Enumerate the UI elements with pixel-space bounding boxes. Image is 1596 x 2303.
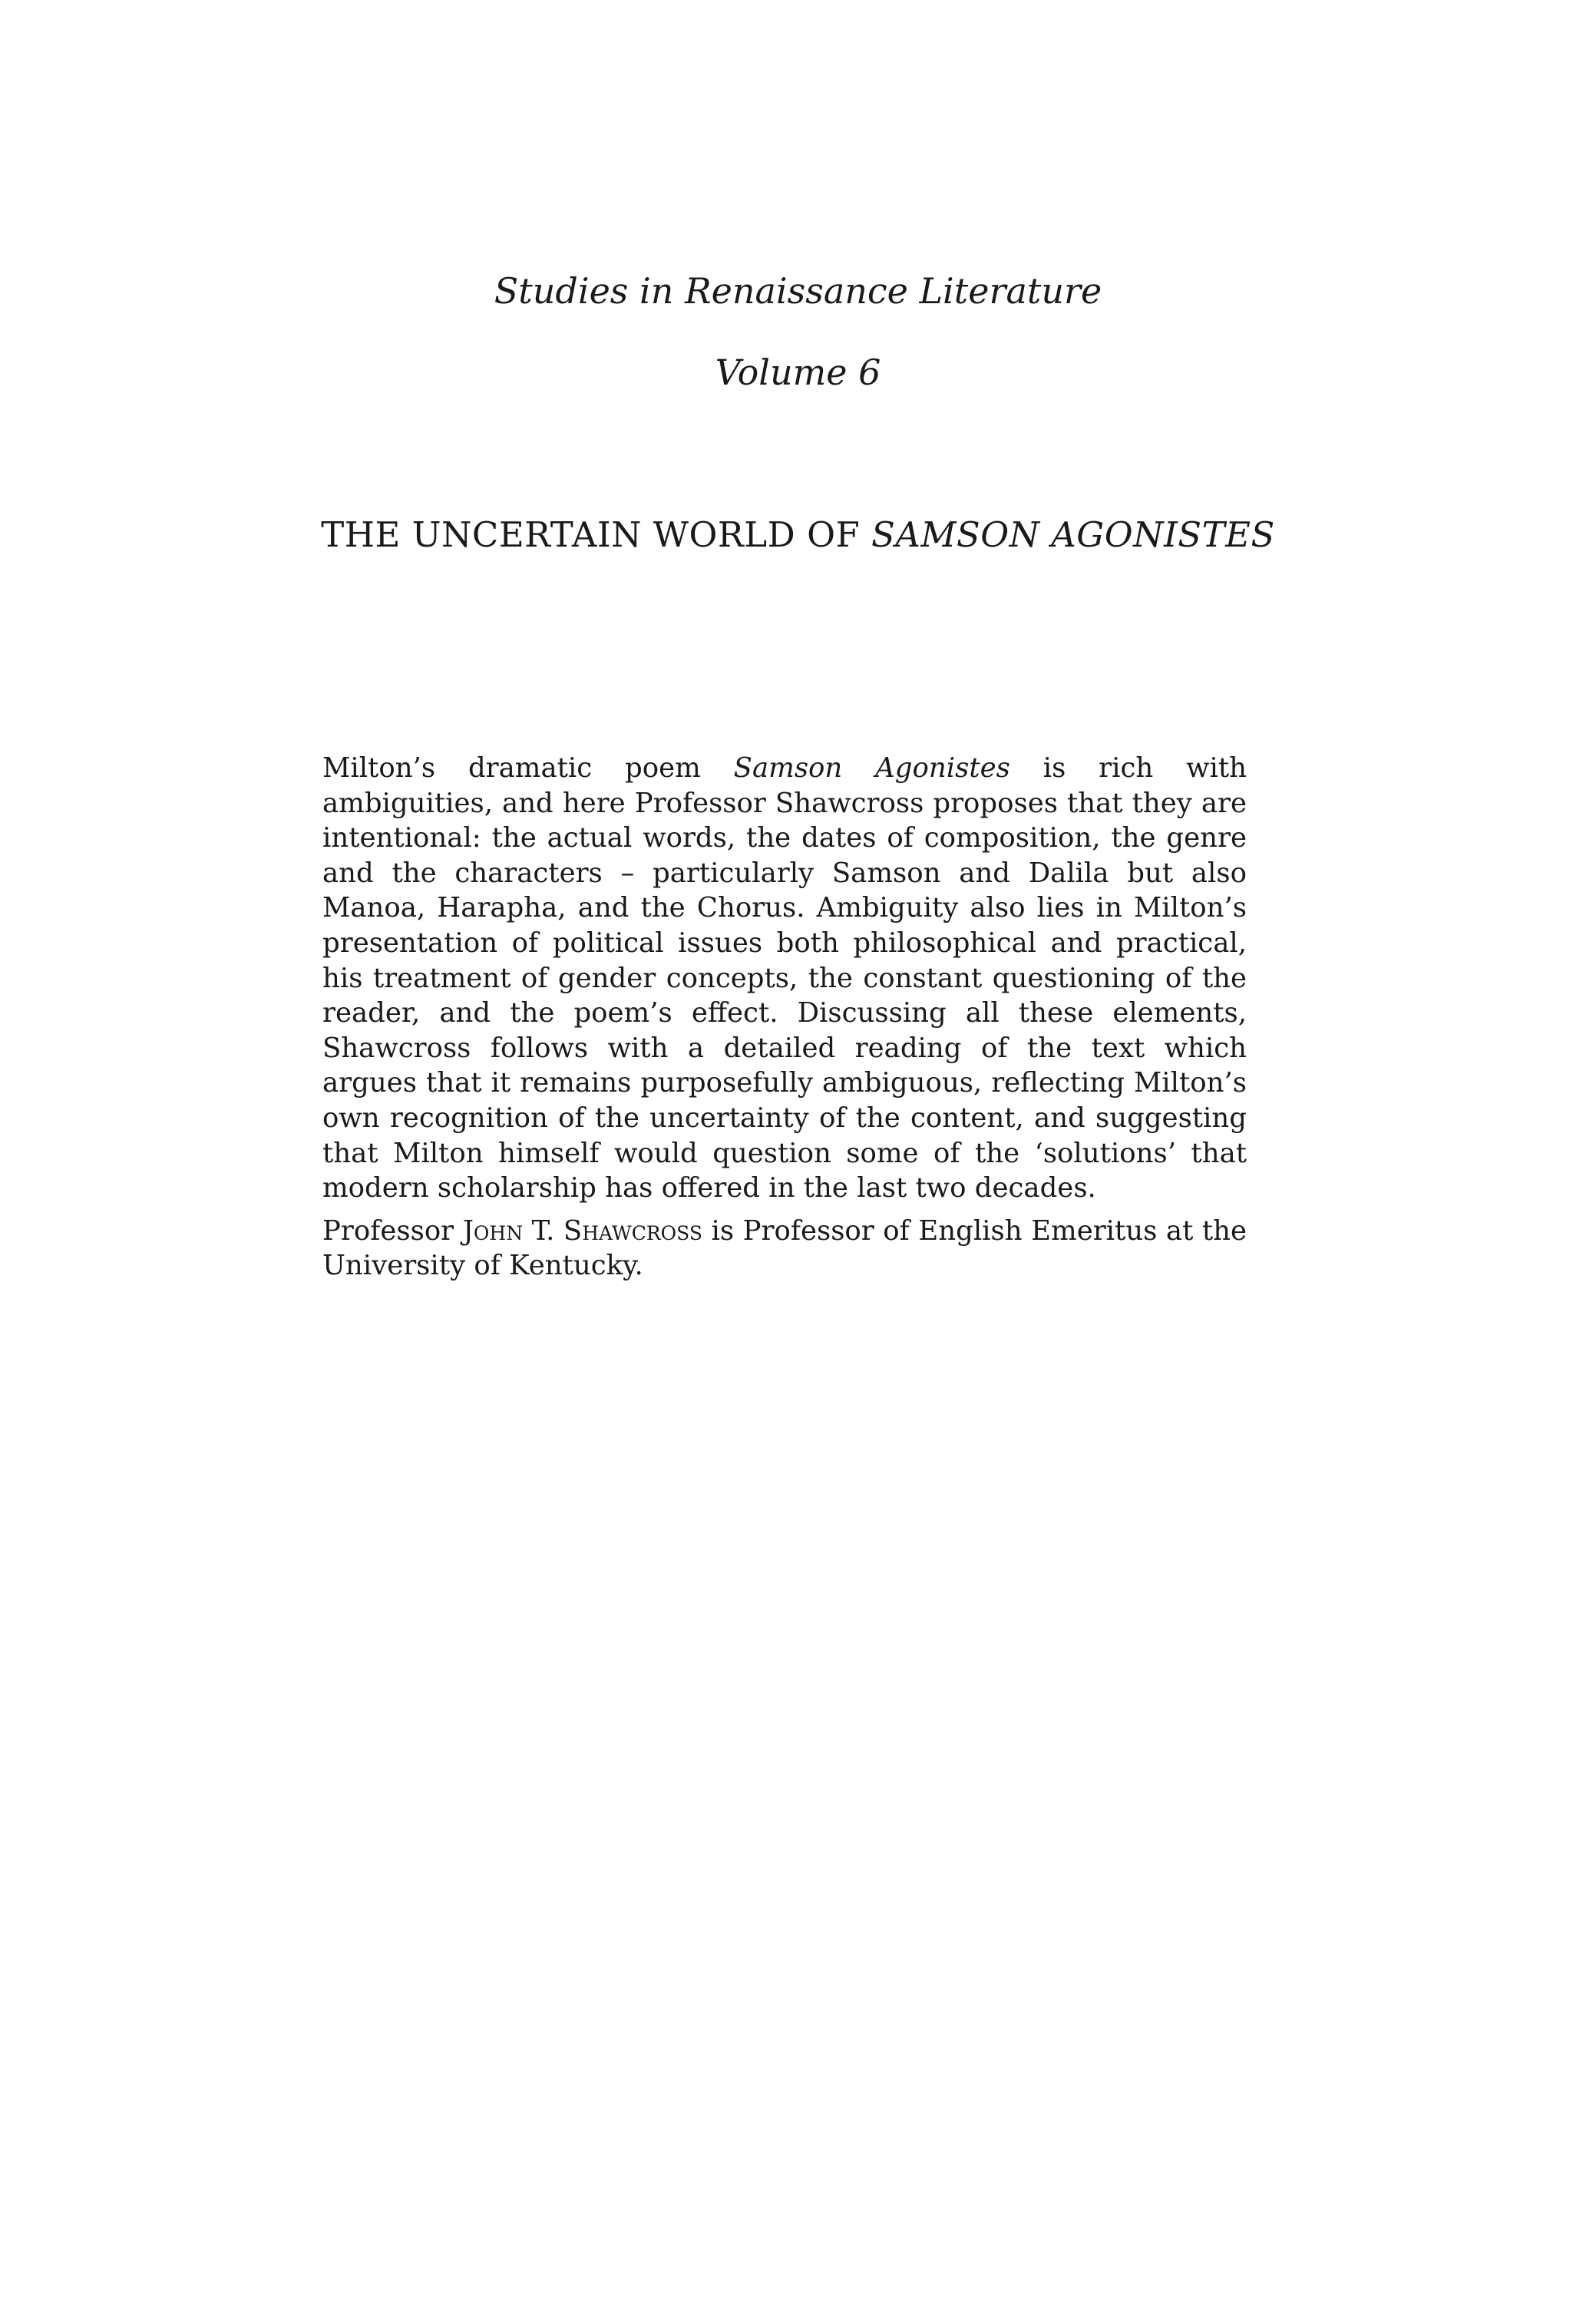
volume-number: Volume 6: [715, 352, 881, 393]
book-title: [0, 514, 1596, 556]
blurb-poem-title: Samson Agonistes: [733, 752, 1010, 784]
blurb: [322, 751, 1247, 1291]
book-title-italic: SAMSON AGONISTES: [871, 514, 1275, 555]
series-title: Studies in Renaissance Literature: [494, 270, 1102, 312]
blurb-paragraph-author: [322, 1214, 1247, 1284]
book-title-roman: THE UNCERTAIN WORLD OF: [321, 514, 871, 555]
author-name: John T. Shawcross: [462, 1214, 702, 1247]
author-affiliation: is Professor of English Emeritus at the University of Kentucky.: [322, 1214, 1247, 1282]
blurb-text-start: Milton’s dramatic poem: [322, 752, 734, 784]
blurb-text-rest: is rich with ambiguities, and here Professor Shawcross proposes that they are intentional: the actual words, the dates of composition, the genre and the characters – particularly Samson and Dalila but also Manoa, Harapha, and the Chorus. Ambiguity also lies in Milton’s presentation of political issues both philosophical and practical, his treatment of gender concepts, the constant questioning of the reader, and the poem’s effect. Discussing all these elements, Shawcross follows with a detailed reading of the text which argues that it remains purposefully ambiguous, reflecting Milton’s own recognition of the uncertainty of the content, and suggesting that Milton himself would question some of the ‘solutions’ that modern scholarship has offered in the last two decades.: [322, 752, 1247, 1204]
author-prefix: Professor: [322, 1214, 463, 1247]
blurb-paragraph-description: [322, 751, 1247, 1206]
